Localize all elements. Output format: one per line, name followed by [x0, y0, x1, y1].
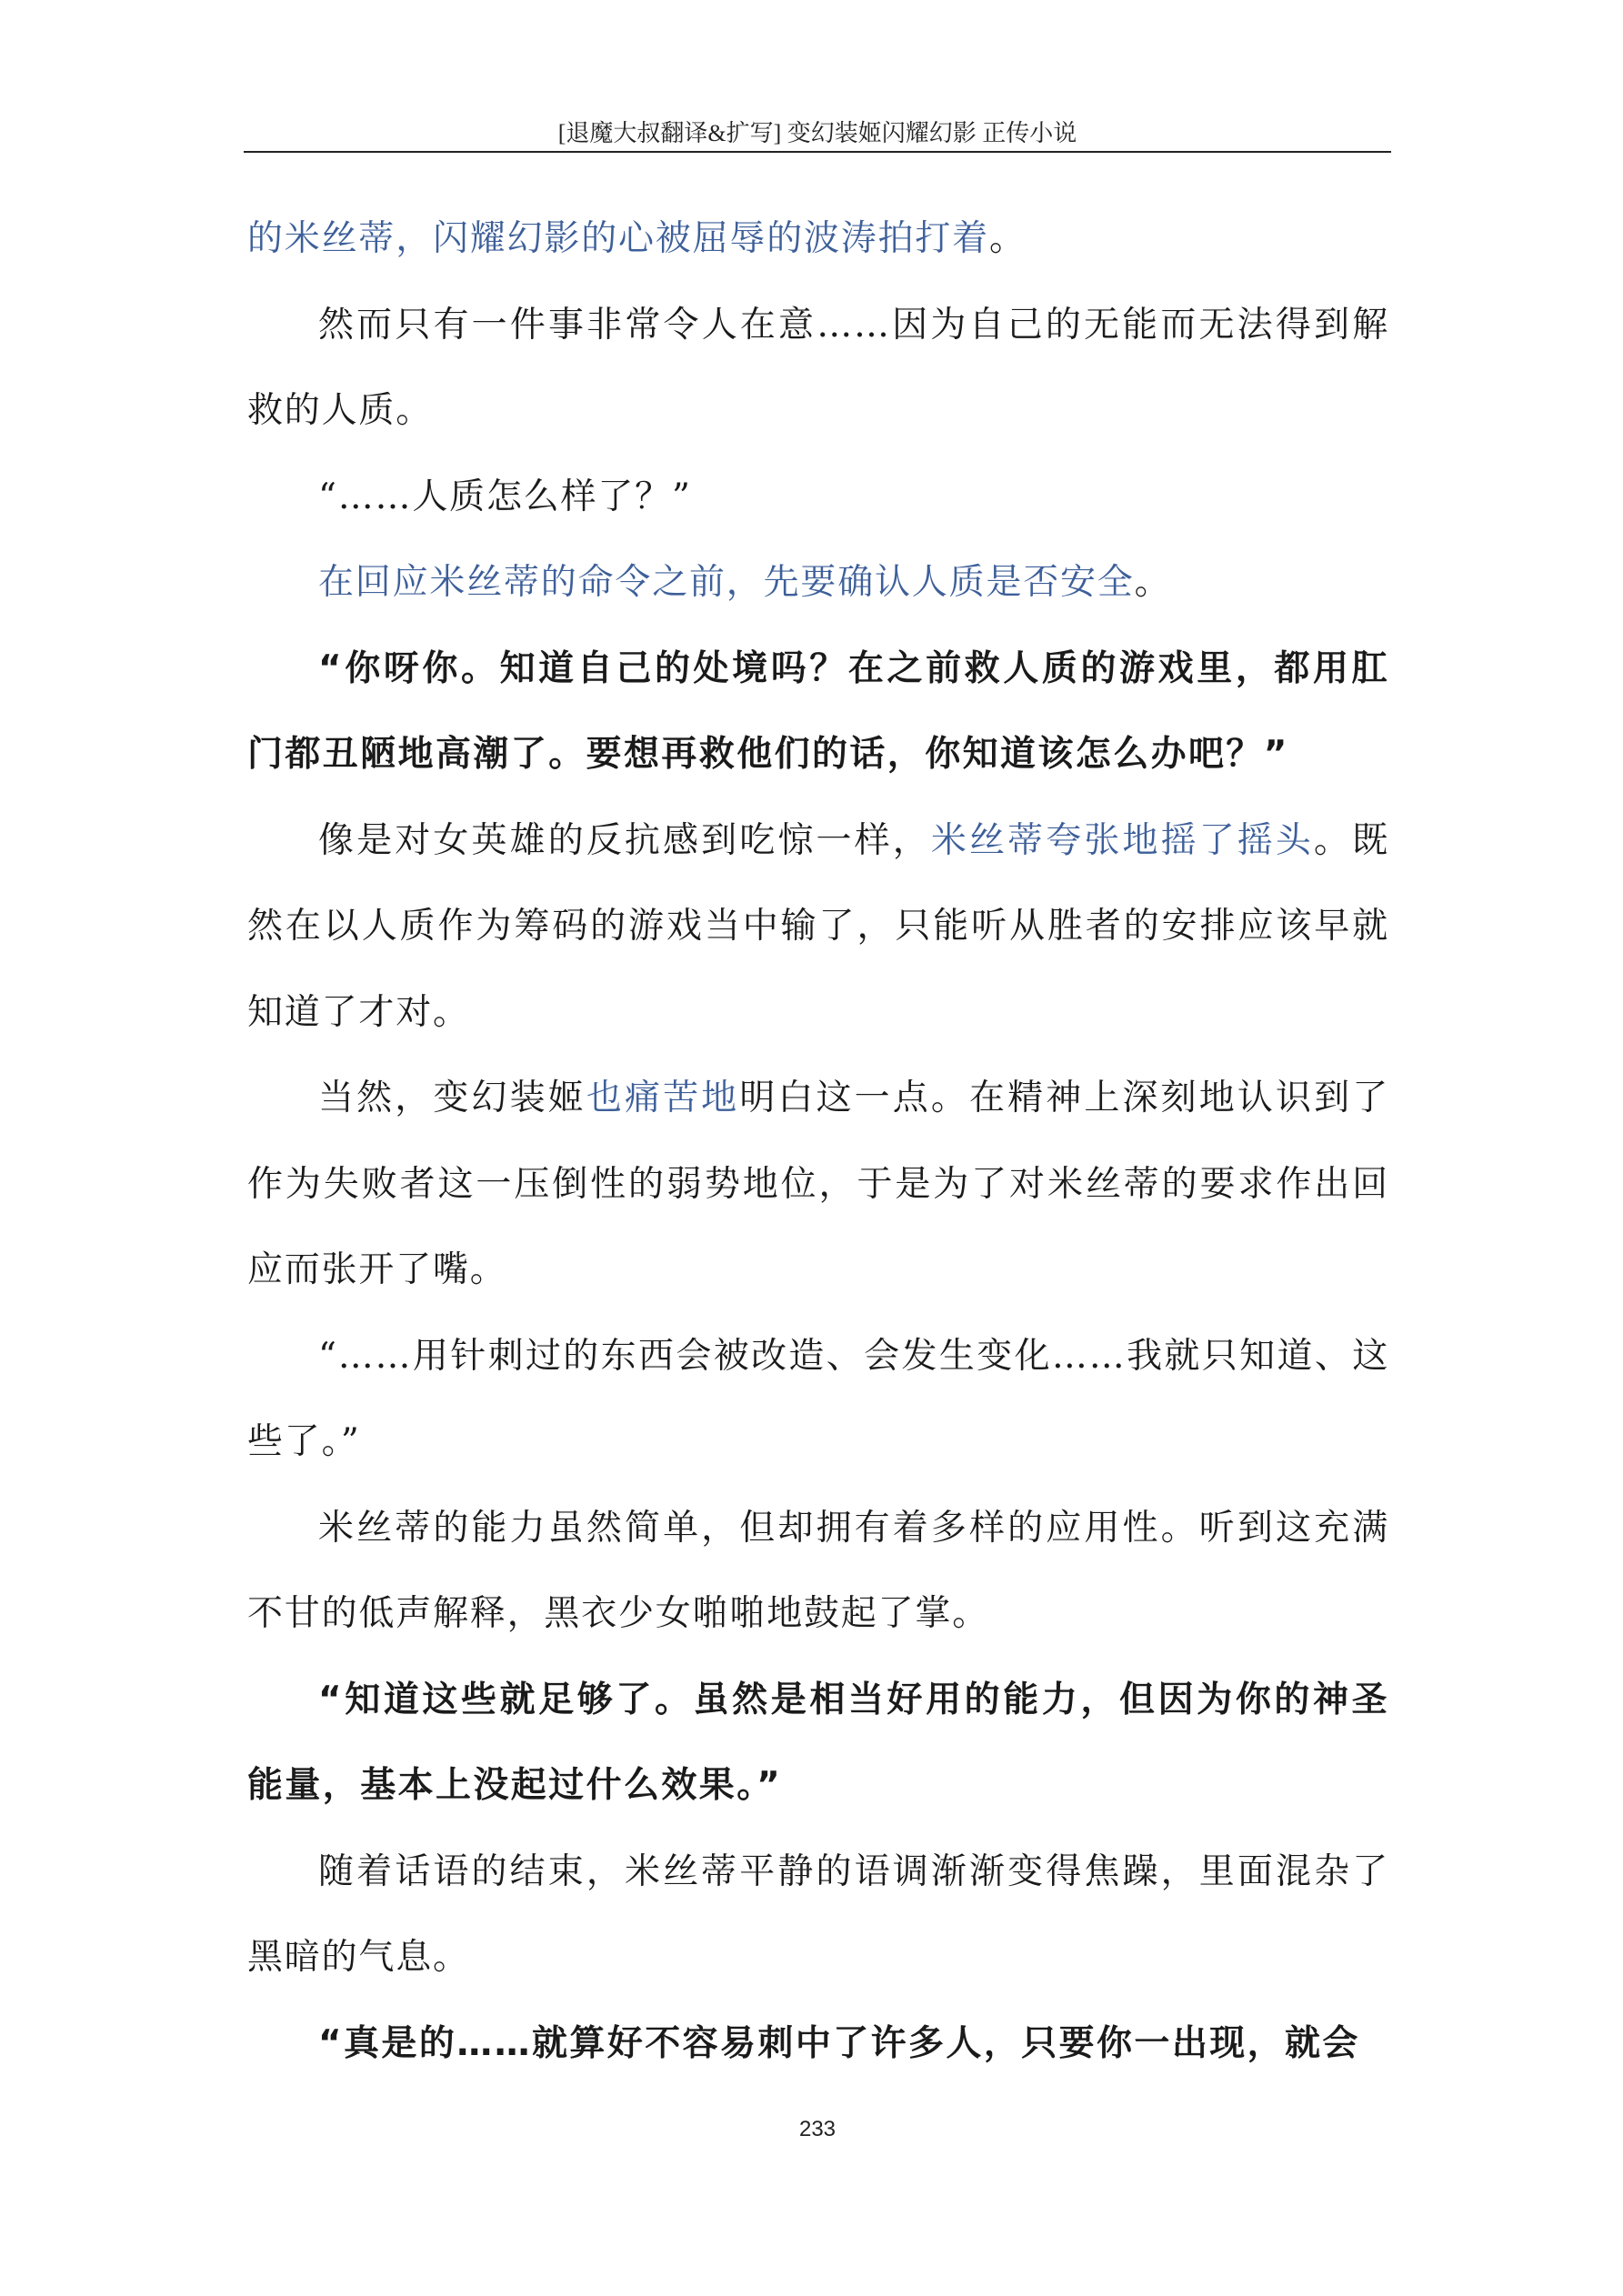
bold-dialogue-text: “知道这些就足够了。虽然是相当好用的能力，但因为你的神圣能量，基本上没起过什么效果。”: [247, 1679, 1389, 1806]
bold-dialogue-text: “真是的……就算好不容易刺中了许多人，只要你一出现，就会: [318, 2022, 1360, 2064]
paragraph-5: [247, 627, 1389, 798]
bold-dialogue-text: “你呀你。知道自己的处境吗？在之前救人质的游戏里，都用肛门都丑陋地高潮了。要想再救他们的话，你知道该怎么办吧？”: [247, 647, 1389, 775]
dialogue-text: “……人质怎么样了？”: [318, 476, 692, 517]
paragraph-6: [247, 798, 1389, 1057]
text-segment: 当然，变幻装姬: [318, 1078, 586, 1118]
page-number: 233: [798, 2117, 837, 2141]
paragraph-11: [247, 1830, 1389, 2001]
running-header: [退魔大叔翻译&扩写] 变幻装姬闪耀幻影 正传小说: [557, 120, 1077, 146]
paragraph-3: [247, 455, 1389, 541]
paragraph-8: [247, 1314, 1389, 1486]
highlighted-text: 在回应米丝蒂的命令之前，先要确认人质是否安全: [318, 562, 1135, 603]
text-segment: 。: [1134, 562, 1172, 603]
highlighted-text: 也痛苦地: [586, 1078, 740, 1118]
highlighted-text: 米丝蒂夸张地摇了摇头: [930, 819, 1315, 861]
dialogue-text: “……用针刺过的东西会被改造、会发生变化……我就只知道、这些了。”: [247, 1335, 1389, 1462]
paragraph-9: [247, 1486, 1389, 1658]
text-segment: 像是对女英雄的反抗感到吃惊一样，: [318, 819, 931, 861]
header-rule: [244, 151, 1391, 153]
paragraph-12: [247, 2001, 1389, 2088]
paragraph-2: [247, 283, 1389, 455]
text-segment: 随着话语的结束，米丝蒂平静的语调渐渐变得焦躁，里面混杂了黑暗的气息。: [247, 1850, 1389, 1978]
text-segment: 米丝蒂的能力虽然简单，但却拥有着多样的应用性。听到这充满不甘的低声解释，黑衣少女啪啪地鼓起了掌。: [247, 1507, 1389, 1634]
paragraph-7: [247, 1056, 1389, 1314]
text-segment: 。: [989, 218, 1027, 259]
text-segment: 。既然在以人质作为筹码的游戏当中输了，只能听从胜者的安排应该早就知道了才对。: [247, 819, 1389, 1033]
text-segment: 然而只有一件事非常令人在意……因为自己的无能而无法得到解救的人质。: [247, 304, 1389, 431]
body-text: [247, 196, 1389, 2087]
paragraph-4: [247, 540, 1389, 627]
paragraph-1: [247, 196, 1389, 283]
paragraph-10: [247, 1658, 1389, 1830]
text-segment: 明白这一点。在精神上深刻地认识到了作为失败者这一压倒性的弱势地位，于是为了对米丝蒂的要求作出回应而张开了嘴。: [247, 1078, 1389, 1290]
highlighted-text: 的米丝蒂，闪耀幻影的心被屈辱的波涛拍打着: [247, 218, 990, 259]
